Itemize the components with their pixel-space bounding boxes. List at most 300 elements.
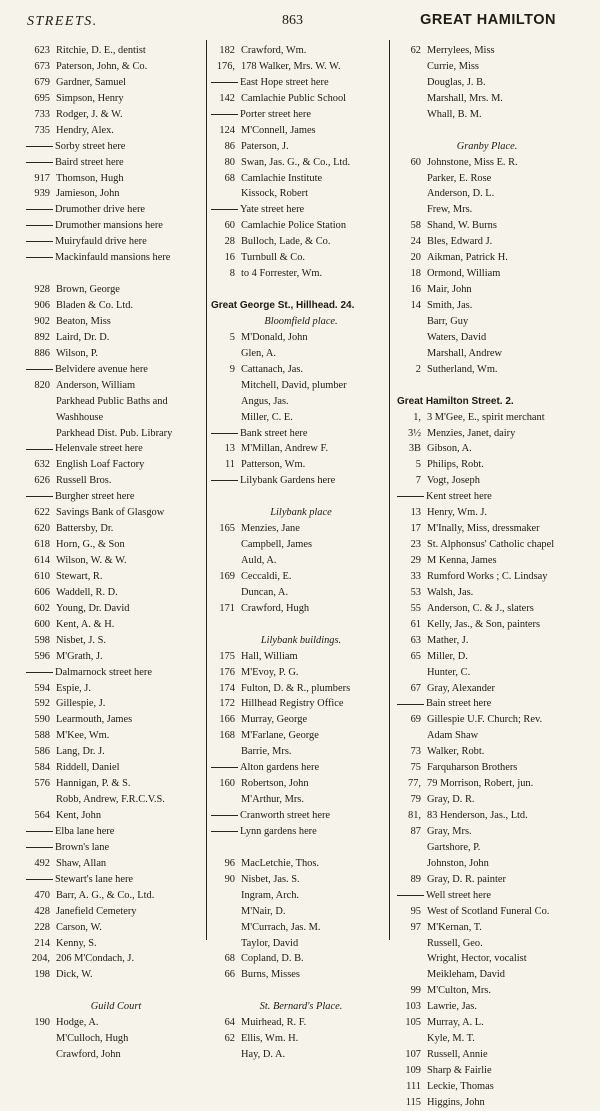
- directory-entry: [26, 314, 206, 330]
- house-number: 60: [410, 156, 421, 168]
- continuation-entry: [211, 936, 391, 952]
- cross-street-name: Lynn gardens here: [240, 825, 317, 837]
- cross-street-name: Brown's lane: [55, 841, 110, 853]
- house-number: 69: [410, 714, 421, 726]
- house-number: 917: [34, 172, 50, 184]
- continuation-entry: [26, 792, 206, 808]
- occupant-name: Bladen & Co. Ltd.: [56, 300, 134, 311]
- dash-rule: [26, 496, 53, 497]
- cross-street-name: Dalmarnock street here: [55, 666, 152, 678]
- cross-street-marker: [211, 202, 391, 218]
- occupant-name: Ritchie, D. E., dentist: [56, 45, 146, 56]
- house-number: 169: [219, 570, 235, 582]
- house-number: 166: [219, 714, 235, 726]
- occupant-name: Waddell, R. D.: [56, 586, 118, 598]
- house-number: 600: [34, 618, 50, 630]
- directory-entry: [211, 91, 391, 107]
- directory-entry: [397, 1047, 577, 1063]
- continuation-entry: [211, 904, 391, 920]
- spacer: [26, 266, 206, 282]
- house-number: 594: [34, 682, 50, 694]
- occupant-name: Parkhead Public Baths and: [56, 395, 168, 407]
- house-number: 18: [410, 268, 421, 280]
- house-number: 16: [224, 252, 235, 264]
- house-number: 23: [410, 539, 421, 551]
- directory-entry: [26, 378, 206, 394]
- directory-entry: [397, 473, 577, 489]
- house-number: 5: [229, 331, 235, 343]
- cross-street-marker: [397, 489, 577, 505]
- house-number: 64: [224, 1017, 235, 1029]
- cross-street-name: Mackinfauld mansions here: [55, 252, 171, 264]
- cross-street-marker: [211, 473, 391, 489]
- cross-street-marker: [211, 824, 391, 840]
- occupant-name: Auld, A.: [241, 555, 277, 566]
- occupant-name: Duncan, A.: [241, 586, 289, 598]
- continuation-entry: [211, 1047, 391, 1063]
- directory-entry: [211, 569, 391, 585]
- directory-entry: [211, 649, 391, 665]
- cross-street-marker: [26, 250, 206, 266]
- occupant-name: Beaton, Miss: [56, 315, 111, 327]
- occupant-name: Jamieson, John: [56, 188, 120, 200]
- directory-entry: [397, 537, 577, 553]
- occupant-name: Philips, Robt.: [427, 459, 484, 471]
- house-number: 623: [34, 45, 50, 56]
- cross-street-name: Drumother mansions here: [55, 220, 163, 232]
- house-number: 16: [410, 284, 421, 296]
- directory-entry: [211, 776, 391, 792]
- house-number: 592: [34, 698, 50, 710]
- house-number: 55: [410, 602, 421, 614]
- occupant-name: Leckie, Thomas: [427, 1080, 494, 1092]
- occupant-name: Savings Bank of Glasgow: [56, 507, 165, 519]
- directory-entry: [211, 665, 391, 681]
- occupant-name: M'Evoy, P. G.: [241, 666, 299, 678]
- cross-street-marker: [211, 75, 391, 91]
- directory-entry: [397, 920, 577, 936]
- occupant-name: Farquharson Brothers: [427, 762, 518, 774]
- occupant-name: Rumford Works ; C. Lindsay: [427, 570, 548, 582]
- directory-entry: [26, 904, 206, 920]
- occupant-name: Mitchell, David, plumber: [241, 379, 347, 391]
- occupant-name: Gartshore, P.: [427, 841, 481, 853]
- house-number: 620: [34, 523, 50, 535]
- section-title: STREETS.: [27, 14, 98, 29]
- cross-street-name: Stewart's lane here: [55, 873, 134, 885]
- directory-entry: [26, 585, 206, 601]
- directory-entry: [397, 792, 577, 808]
- occupant-name: Bulloch, Lade, & Co.: [241, 236, 331, 248]
- dash-rule: [26, 847, 53, 848]
- house-number: 81,: [408, 810, 421, 821]
- occupant-name: M'Farlane, George: [241, 730, 319, 742]
- house-number: 198: [34, 969, 50, 981]
- house-number: 86: [224, 140, 235, 152]
- occupant-name: Frew, Mrs.: [427, 204, 473, 216]
- occupant-name: Learmouth, James: [56, 714, 133, 726]
- house-number: 13: [410, 507, 421, 519]
- page-number: 863: [282, 13, 303, 28]
- occupant-name: Burns, Misses: [241, 969, 300, 981]
- occupant-name: Johnstone, Miss E. R.: [427, 156, 518, 168]
- occupant-name: Campbell, James: [241, 539, 312, 551]
- cross-street-name: Kent street here: [426, 491, 492, 503]
- occupant-name: Shaw, Allan: [56, 857, 107, 869]
- cross-street-name: Sorby street here: [55, 140, 126, 152]
- directory-entry: [26, 951, 206, 967]
- directory-entry: [26, 888, 206, 904]
- house-number: 68: [224, 953, 235, 965]
- occupant-name: M'Millan, Andrew F.: [241, 443, 329, 455]
- occupant-name: Shand, W. Burns: [427, 220, 497, 232]
- directory-entry: [397, 43, 577, 59]
- dash-rule: [26, 241, 53, 242]
- house-number: 622: [34, 507, 50, 519]
- occupant-name: Mather, J.: [427, 634, 469, 646]
- occupant-name: Wilson, W. & W.: [56, 555, 127, 566]
- directory-entry: [26, 298, 206, 314]
- directory-entry: [397, 569, 577, 585]
- dash-rule: [26, 369, 53, 370]
- house-number: 14: [410, 300, 421, 311]
- house-number: 5: [415, 459, 421, 471]
- occupant-name: Meikleham, David: [427, 969, 505, 981]
- continuation-entry: [397, 665, 577, 681]
- occupant-name: Robb, Andrew, F.R.C.V.S.: [56, 794, 165, 806]
- place-heading: St. Bernard's Place.: [259, 1001, 343, 1013]
- house-number: 105: [405, 1017, 421, 1029]
- occupant-name: Copland, D. B.: [241, 953, 304, 965]
- cross-street-name: East Hope street here: [240, 76, 329, 88]
- cross-street-marker: [397, 888, 577, 904]
- directory-entry: [211, 171, 391, 187]
- directory-entry: [26, 967, 206, 983]
- house-number: 171: [219, 602, 235, 614]
- continuation-entry: [397, 856, 577, 872]
- continuation-entry: [211, 920, 391, 936]
- occupant-name: West of Scotland Funeral Co.: [427, 905, 550, 917]
- directory-entry: [26, 728, 206, 744]
- continuation-entry: [211, 553, 391, 569]
- directory-entry: [26, 473, 206, 489]
- directory-entry: [397, 426, 577, 442]
- occupant-name: Russell, Annie: [427, 1049, 488, 1061]
- continuation-entry: [397, 728, 577, 744]
- occupant-name: Hall, William: [241, 650, 298, 662]
- house-number: 598: [34, 634, 50, 646]
- continuation-entry: [211, 410, 391, 426]
- house-number: 576: [34, 778, 50, 790]
- house-number: 182: [219, 45, 235, 56]
- occupant-name: 206 M'Condach, J.: [56, 953, 135, 965]
- continuation-entry: [26, 394, 206, 410]
- occupant-name: Angus, Jas.: [241, 395, 289, 407]
- occupant-name: Hodge, A.: [56, 1017, 99, 1029]
- house-number: 11: [224, 459, 235, 471]
- house-number: 470: [34, 889, 50, 901]
- occupant-name: Thomson, Hugh: [56, 172, 124, 184]
- house-number: 892: [34, 331, 50, 343]
- occupant-name: Bles, Edward J.: [427, 236, 493, 248]
- occupant-name: St. Alphonsus' Catholic chapel: [427, 539, 555, 551]
- directory-entry: [397, 601, 577, 617]
- directory-entry: [397, 250, 577, 266]
- cross-street-marker: [26, 665, 206, 681]
- house-number: 124: [219, 124, 235, 136]
- house-number: 168: [219, 730, 235, 742]
- house-number: 63: [410, 634, 421, 646]
- directory-entry: [397, 282, 577, 298]
- occupant-name: Marshall, Mrs. M.: [427, 92, 503, 104]
- occupant-name: Patterson, Wm.: [241, 459, 306, 471]
- continuation-entry: [397, 330, 577, 346]
- dash-rule: [211, 767, 238, 768]
- directory-entry: [211, 43, 391, 59]
- directory-entry: [397, 1063, 577, 1079]
- house-number: 24: [410, 236, 421, 248]
- occupant-name: M'Donald, John: [241, 331, 308, 343]
- dash-rule: [211, 433, 238, 434]
- directory-entry: [26, 123, 206, 139]
- occupant-name: M'Culloch, Hugh: [56, 1033, 129, 1045]
- directory-entry: [211, 123, 391, 139]
- dash-rule: [26, 209, 53, 210]
- directory-entry: [26, 91, 206, 107]
- occupant-name: M'Grath, J.: [56, 650, 103, 662]
- directory-entry: [397, 410, 577, 426]
- directory-entry: [211, 362, 391, 378]
- place-heading: Lilybank buildings.: [260, 634, 342, 646]
- continuation-entry: [211, 744, 391, 760]
- spacer: [211, 983, 391, 999]
- continuation-entry: [397, 936, 577, 952]
- house-number: 89: [410, 873, 421, 885]
- house-number: 17: [410, 523, 421, 535]
- directory-entry: [26, 346, 206, 362]
- spacer: [397, 123, 577, 139]
- occupant-name: M'Culton, Mrs.: [427, 985, 491, 997]
- occupant-name: Espie, J.: [56, 682, 91, 694]
- occupant-name: Gillespie U.F. Church; Rev.: [427, 714, 543, 726]
- house-number: 95: [410, 905, 421, 917]
- occupant-name: Swan, Jas. G., & Co., Ltd.: [241, 156, 351, 168]
- house-number: 492: [34, 857, 50, 869]
- directory-entry: [397, 441, 577, 457]
- directory-entry: [397, 234, 577, 250]
- directory-entry: [397, 999, 577, 1015]
- dash-rule: [211, 82, 238, 83]
- cross-street-marker: [26, 155, 206, 171]
- directory-entry: [211, 696, 391, 712]
- occupant-name: Ingram, Arch.: [241, 889, 299, 901]
- occupant-name: Hendry, Alex.: [56, 124, 114, 136]
- house-number: 3½: [408, 427, 421, 439]
- continuation-entry: [397, 59, 577, 75]
- house-number: 66: [224, 969, 235, 981]
- directory-entry: [26, 681, 206, 697]
- occupant-name: Hunter, C.: [427, 666, 471, 678]
- continuation-entry: [26, 1031, 206, 1047]
- directory-entry: [397, 760, 577, 776]
- cross-street-marker: [26, 234, 206, 250]
- occupant-name: Hillhead Registry Office: [241, 698, 344, 710]
- cross-street-name: Bain street here: [426, 698, 492, 710]
- occupant-name: Kenny, S.: [56, 937, 97, 949]
- occupant-name: Waters, David: [427, 331, 487, 343]
- occupant-name: Murray, A. L.: [427, 1017, 484, 1029]
- directory-entry: [397, 776, 577, 792]
- occupant-name: Carson, W.: [56, 921, 102, 933]
- occupant-name: Crawford, John: [56, 1049, 121, 1061]
- spacer: [211, 840, 391, 856]
- directory-entry: [26, 776, 206, 792]
- dash-rule: [211, 209, 238, 210]
- continuation-entry: [211, 585, 391, 601]
- continuation-entry: [211, 186, 391, 202]
- house-number: 614: [34, 555, 50, 566]
- occupant-name: M'Connell, James: [241, 124, 316, 136]
- occupant-name: M'Nair, D.: [241, 905, 286, 917]
- directory-entry: [26, 920, 206, 936]
- occupant-name: Currie, Miss: [427, 60, 479, 72]
- directory-entry: [397, 585, 577, 601]
- cross-street-marker: [26, 489, 206, 505]
- dash-rule: [26, 879, 53, 880]
- occupant-name: Paterson, John, & Co.: [56, 60, 148, 72]
- continuation-entry: [211, 792, 391, 808]
- house-number: 735: [34, 124, 50, 136]
- house-number: 733: [34, 108, 50, 120]
- house-number: 673: [34, 60, 50, 72]
- directory-entry: [211, 712, 391, 728]
- directory-entry: [26, 744, 206, 760]
- occupant-name: Paterson, J.: [241, 140, 289, 152]
- directory-entry: [211, 856, 391, 872]
- house-number: 172: [219, 698, 235, 710]
- house-number: 1,: [413, 411, 421, 423]
- directory-entry: [211, 457, 391, 473]
- dash-rule: [397, 895, 424, 896]
- directory-entry: [211, 155, 391, 171]
- occupant-name: Battersby, Dr.: [56, 523, 114, 535]
- directory-entry: [397, 983, 577, 999]
- house-number: 60: [224, 220, 235, 232]
- house-number: 99: [410, 985, 421, 997]
- directory-entry: [26, 505, 206, 521]
- cross-street-name: Well street here: [426, 889, 491, 901]
- dash-rule: [211, 480, 238, 481]
- house-number: 564: [34, 810, 50, 821]
- occupant-name: Cattanach, Jas.: [241, 363, 304, 375]
- house-number: 58: [410, 220, 421, 232]
- occupant-name: Simpson, Henry: [56, 92, 124, 104]
- cross-street-marker: [397, 696, 577, 712]
- house-number: 33: [410, 570, 421, 582]
- house-number: 618: [34, 539, 50, 551]
- house-number: 107: [405, 1049, 421, 1061]
- cross-street-name: Cranworth street here: [240, 810, 331, 821]
- directory-entry: [397, 155, 577, 171]
- occupant-name: Murray, George: [241, 714, 308, 726]
- dash-rule: [26, 225, 53, 226]
- directory-entry: [211, 967, 391, 983]
- directory-entry: [397, 1079, 577, 1095]
- directory-entry: [397, 808, 577, 824]
- directory-entry: [26, 633, 206, 649]
- house-number: 820: [34, 379, 50, 391]
- spacer: [211, 489, 391, 505]
- spacer: [26, 983, 206, 999]
- continuation-entry: [397, 91, 577, 107]
- continuation-entry: [397, 171, 577, 187]
- continuation-entry: [26, 410, 206, 426]
- continuation-entry: [26, 426, 206, 442]
- occupant-name: Brown, George: [56, 284, 120, 296]
- dash-rule: [397, 704, 424, 705]
- house-number: 75: [410, 762, 421, 774]
- house-number: 228: [34, 921, 50, 933]
- occupant-name: Crawford, Hugh: [241, 602, 310, 614]
- house-number: 906: [34, 300, 50, 311]
- dash-rule: [26, 831, 53, 832]
- house-number: 109: [405, 1065, 421, 1076]
- directory-entry: [211, 330, 391, 346]
- directory-entry: [211, 266, 391, 282]
- occupant-name: Merrylees, Miss: [427, 45, 495, 56]
- occupant-name: Kent, John: [56, 810, 102, 821]
- house-number: 584: [34, 762, 50, 774]
- occupant-name: Barr, Guy: [427, 315, 469, 327]
- directory-entry: [26, 649, 206, 665]
- street-running-head: GREAT HAMILTON: [420, 12, 556, 28]
- occupant-name: Laird, Dr. D.: [56, 331, 110, 343]
- directory-entry: [26, 1015, 206, 1031]
- house-number: 602: [34, 602, 50, 614]
- continuation-entry: [397, 346, 577, 362]
- directory-entry: [26, 521, 206, 537]
- occupant-name: Nisbet, Jas. S.: [241, 873, 300, 885]
- occupant-name: Anderson, William: [56, 379, 136, 391]
- cross-street-marker: [26, 218, 206, 234]
- cross-street-marker: [211, 760, 391, 776]
- continuation-entry: [397, 202, 577, 218]
- occupant-name: M'Arthur, Mrs.: [241, 794, 304, 806]
- occupant-name: Lawrie, Jas.: [427, 1001, 477, 1013]
- directory-entry: [26, 537, 206, 553]
- occupant-name: Marshall, Andrew: [427, 347, 503, 359]
- house-number: 53: [410, 586, 421, 598]
- house-number: 2: [415, 363, 421, 375]
- occupant-name: Mair, John: [427, 284, 472, 296]
- house-number: 62: [410, 45, 421, 56]
- continuation-entry: [211, 888, 391, 904]
- directory-entry: [397, 1095, 577, 1111]
- house-number: 87: [410, 825, 421, 837]
- occupant-name: Camlachie Public School: [241, 92, 347, 104]
- occupant-name: Gray, Mrs.: [427, 825, 472, 837]
- spacer: [397, 378, 577, 394]
- dash-rule: [26, 672, 53, 673]
- occupant-name: Gillespie, J.: [56, 698, 106, 710]
- occupant-name: Miller, C. E.: [241, 411, 293, 423]
- occupant-name: Turnbull & Co.: [241, 252, 305, 264]
- house-number: 115: [405, 1096, 421, 1108]
- occupant-name: Russell Bros.: [56, 475, 112, 487]
- house-number: 588: [34, 730, 50, 742]
- occupant-name: Fulton, D. & R., plumbers: [241, 682, 351, 694]
- occupant-name: Russell, Geo.: [427, 937, 483, 949]
